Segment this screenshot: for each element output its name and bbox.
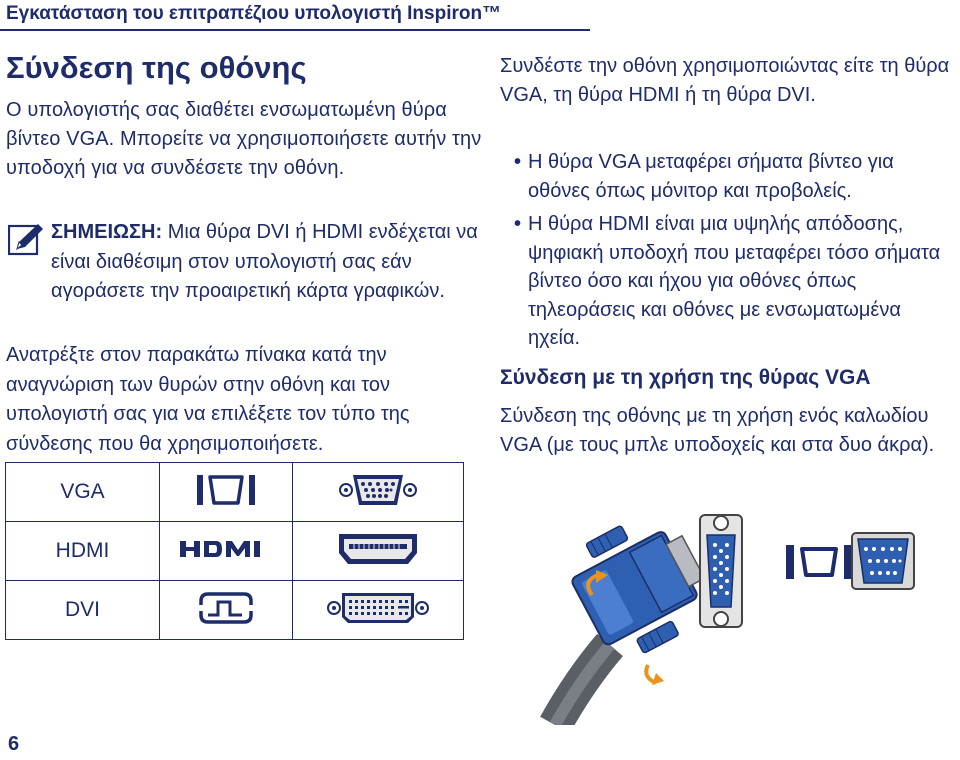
vga-cable-illustration-icon — [500, 495, 960, 725]
list-item: • Η θύρα HDMI είναι μια υψηλής απόδοσης, ψηφιακή υποδοχή που μεταφέρει τόσο σήματα βίντεο όσο και ήχου για οθόνες όπως τηλεοράσεις και οθόνες με ενσωματωμένα ηχεία. — [500, 210, 955, 353]
table-row — [6, 581, 464, 640]
vga-subheading: Σύνδεση με τη χρήση της θύρας VGA — [500, 366, 871, 389]
reference-paragraph: Ανατρέξτε στον παρακάτω πίνακα κατά την αναγνώριση των θυρών στην οθόνη και τον υπολογιστή σας για να επιλέξετε τον τύπο της σύνδεσης που θα χρησιμοποιήσετε. — [6, 344, 410, 455]
port-name: DVI — [6, 581, 160, 640]
dvi-connector-icon — [326, 589, 430, 627]
table-row — [6, 522, 464, 581]
vga-connector-icon — [338, 470, 418, 510]
vga-symbol-icon — [194, 472, 258, 508]
right-intro-paragraph: Συνδέστε την οθόνη χρησιμοποιώντας είτε τη θύρα VGA, τη θύρα HDMI ή τη θύρα DVI. — [500, 55, 950, 106]
page-header-title: Εγκατάσταση του επιτραπέζιου υπολογιστή Inspiron™ — [6, 3, 502, 24]
ports-table — [5, 462, 464, 640]
note-text — [51, 218, 478, 307]
pencil-note-icon — [8, 224, 44, 256]
list-item: • Η θύρα VGA μεταφέρει σήματα βίντεο για οθόνες όπως μόνιτορ και προβολείς. — [500, 148, 955, 205]
port-name: HDMI — [6, 522, 160, 581]
note-body: Μια θύρα DVI ή HDMI ενδέχεται να είναι διαθέσιμη στον υπολογιστή σας εάν αγοράσετε την προαιρετική κάρτα γραφικών. — [51, 221, 478, 302]
hdmi-logo-icon — [178, 537, 274, 561]
section-title: Σύνδεση της οθόνης — [6, 50, 307, 85]
note-block — [8, 218, 478, 307]
page-number: 6 — [8, 733, 20, 755]
port-name: VGA — [6, 463, 160, 522]
vga-connection-paragraph: Σύνδεση της οθόνης με τη χρήση ενός καλωδίου VGA (με τους μπλε υποδοχείς και στα δυο άκρα). — [500, 405, 935, 456]
dvi-symbol-icon — [198, 591, 254, 625]
intro-paragraph: Ο υπολογιστής σας διαθέτει ενσωματωμένη θύρα βίντεο VGA. Μπορείτε να χρησιμοποιήσετε αυτήν την υποδοχή για να συνδέσετε την οθόνη. — [6, 99, 482, 179]
note-label: ΣΗΜΕΙΩΣΗ: — [51, 221, 163, 243]
header-rule — [0, 29, 590, 31]
table-row — [6, 463, 464, 522]
port-bullet-list — [500, 148, 955, 358]
hdmi-connector-icon — [336, 531, 420, 567]
